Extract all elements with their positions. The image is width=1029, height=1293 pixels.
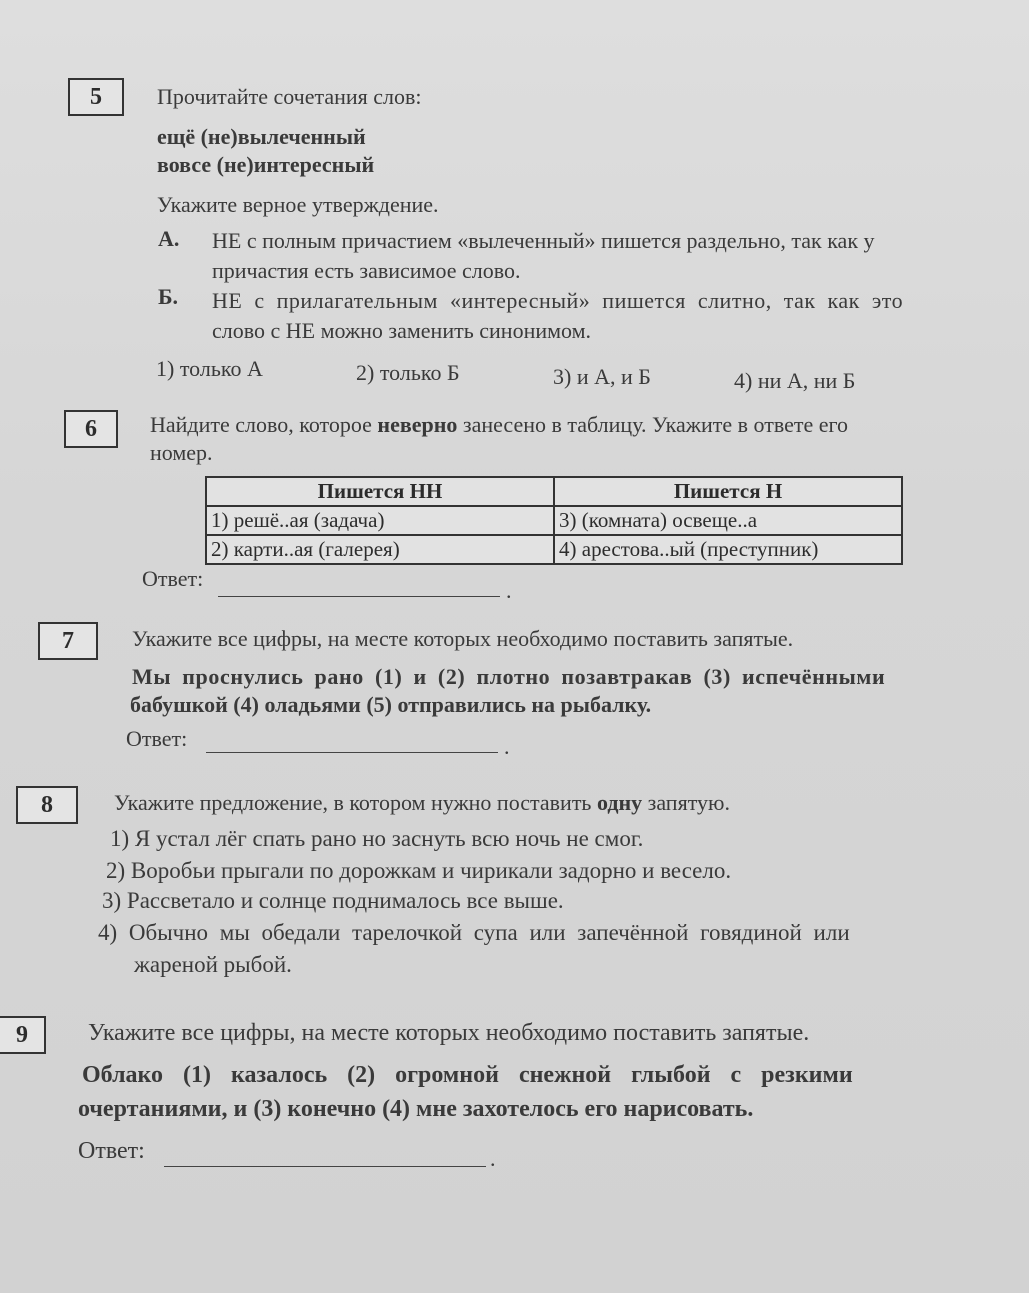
q8-option-1[interactable]: 1) Я устал лёг спать рано но заснуть всю ночь не смог. — [110, 826, 644, 851]
q7-answer-label: Ответ: — [126, 726, 188, 751]
q5-phrase-1: ещё (не)вылеченный — [157, 124, 366, 149]
q6-spelling-table — [205, 476, 903, 565]
q6-prompt-line2: номер. — [150, 440, 213, 465]
q8-option-3[interactable]: 3) Рассветало и солнце поднималось все выше. — [102, 888, 564, 913]
table-cell: 4) арестова..ый (преступник) — [554, 535, 902, 564]
table-cell: 2) карти..ая (галерея) — [206, 535, 554, 564]
q7-sentence-line1: Мы проснулись рано (1) и (2) плотно позавтракав (3) испечёнными — [132, 664, 886, 689]
q6-answer-period: . — [506, 578, 512, 603]
q8-prompt-part1: Укажите предложение, в котором нужно поставить — [114, 790, 592, 815]
q5-option-1[interactable]: 1) только А — [156, 356, 263, 381]
q6-prompt-bold: неверно — [377, 412, 458, 437]
q5-statement-b-line1: НЕ с прилагательным «интересный» пишется слитно, так как это — [212, 288, 904, 313]
q6-answer-label: Ответ: — [142, 566, 204, 591]
question-5-number: 5 — [68, 78, 124, 116]
table-cell: 3) (комната) освеще..а — [554, 506, 902, 535]
q5-option-2[interactable]: 2) только Б — [356, 360, 460, 385]
q6-prompt-part1: Найдите слово, которое — [150, 412, 372, 437]
question-9-number: 9 — [0, 1016, 46, 1054]
q5-instruction: Укажите верное утверждение. — [157, 192, 439, 217]
table-row — [206, 506, 902, 535]
q5-option-4[interactable]: 4) ни А, ни Б — [734, 368, 856, 393]
q6-answer-line[interactable] — [218, 596, 500, 597]
q8-option-4[interactable]: 4) Обычно мы обедали тарелочкой супа или запечённой говядиной или — [98, 920, 850, 945]
q7-prompt: Укажите все цифры, на месте которых необходимо поставить запятые. — [132, 626, 794, 651]
q9-prompt: Укажите все цифры, на месте которых необходимо поставить запятые. — [88, 1020, 810, 1046]
q7-sentence-line2: бабушкой (4) оладьями (5) отправились на рыбалку. — [130, 692, 652, 717]
q5-phrase-2: вовсе (не)интересный — [157, 152, 375, 177]
q5-statement-b-label: Б. — [158, 284, 179, 309]
q7-answer-period: . — [504, 734, 510, 759]
q5-statement-a-line1: НЕ с полным причастием «вылеченный» пишется раздельно, так как у — [212, 228, 875, 253]
table-header-n: Пишется Н — [554, 477, 902, 506]
q5-option-3[interactable]: 3) и А, и Б — [553, 364, 651, 389]
q9-answer-label: Ответ: — [78, 1138, 145, 1164]
q9-answer-period: . — [490, 1146, 496, 1171]
q9-sentence-line1: Облако (1) казалось (2) огромной снежной глыбой с резкими — [82, 1062, 853, 1088]
question-7-number: 7 — [38, 622, 98, 660]
q5-statement-a-label: А. — [158, 226, 180, 251]
table-header-nn: Пишется НН — [206, 477, 554, 506]
q8-option-2[interactable]: 2) Воробьи прыгали по дорожкам и чирикали задорно и весело. — [106, 858, 732, 883]
q5-statement-a-line2: причастия есть зависимое слово. — [212, 258, 521, 283]
q8-prompt — [114, 790, 730, 816]
q5-prompt: Прочитайте сочетания слов: — [157, 84, 422, 109]
q6-prompt-line1 — [150, 412, 848, 438]
question-8-number: 8 — [16, 786, 78, 824]
q8-option-4-line2: жареной рыбой. — [134, 952, 292, 977]
q5-statement-b-line2: слово с НЕ можно заменить синонимом. — [212, 318, 592, 343]
q7-answer-line[interactable] — [206, 752, 498, 753]
table-row — [206, 535, 902, 564]
q9-sentence-line2: очертаниями, и (3) конечно (4) мне захотелось его нарисовать. — [78, 1096, 754, 1122]
q9-answer-line[interactable] — [164, 1166, 486, 1167]
q8-prompt-part2: запятую. — [647, 790, 730, 815]
table-cell: 1) решё..ая (задача) — [206, 506, 554, 535]
q8-prompt-bold: одну — [596, 790, 643, 815]
q6-prompt-part2: занесено в таблицу. Укажите в ответе его — [462, 412, 848, 437]
question-6-number: 6 — [64, 410, 118, 448]
